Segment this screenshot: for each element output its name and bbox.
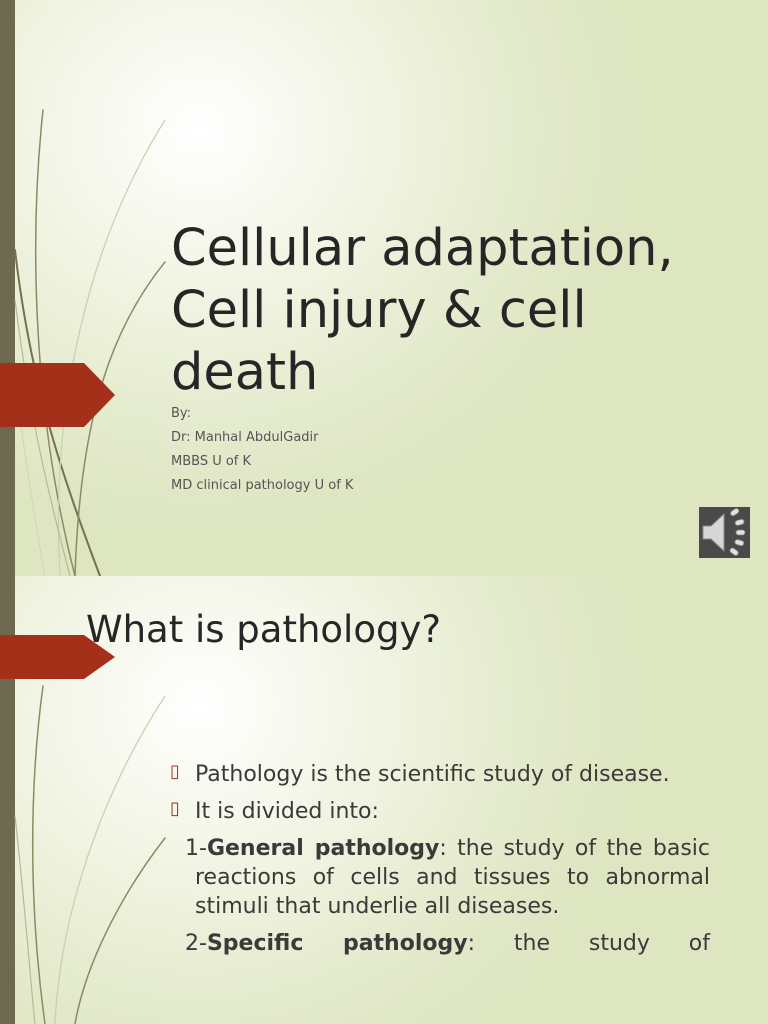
bullet-marker-icon: ▯ (170, 761, 180, 782)
bullet-list (170, 760, 710, 966)
title-line: death (171, 343, 319, 402)
numbered-item (170, 834, 710, 921)
bullet-text: Pathology is the scientific study of disease. (195, 762, 670, 787)
title-line: Cellular adaptation, (171, 219, 674, 278)
slide-heading: What is pathology? (86, 608, 441, 651)
subtitle-line: MBBS U of K (171, 454, 252, 469)
bullet-marker-icon: ▯ (170, 798, 180, 819)
slide-title (171, 218, 731, 404)
subtitle-line: MD clinical pathology U of K (171, 478, 354, 493)
subtitle (171, 404, 353, 500)
item-number: 1- (185, 836, 207, 861)
item-text: : the study of (467, 931, 711, 956)
item-text: : the study of the basic reactions of cells and tissues to abnormal stimuli that underlie all diseases. (195, 836, 710, 919)
bullet-text: It is divided into: (195, 799, 379, 824)
bullet-item (170, 760, 710, 789)
item-number: 2- (185, 931, 207, 956)
item-term: General pathology (206, 836, 440, 861)
bullet-item (170, 797, 710, 826)
subtitle-line: By: (171, 406, 192, 421)
title-line: Cell injury & cell (171, 281, 587, 340)
decorative-curves (0, 0, 200, 576)
content-slide (0, 576, 768, 1024)
speaker-icon[interactable] (699, 507, 750, 558)
item-term: Specific pathology (206, 931, 468, 956)
numbered-item (170, 929, 710, 958)
subtitle-line: Dr: Manhal AbdulGadir (171, 430, 319, 445)
